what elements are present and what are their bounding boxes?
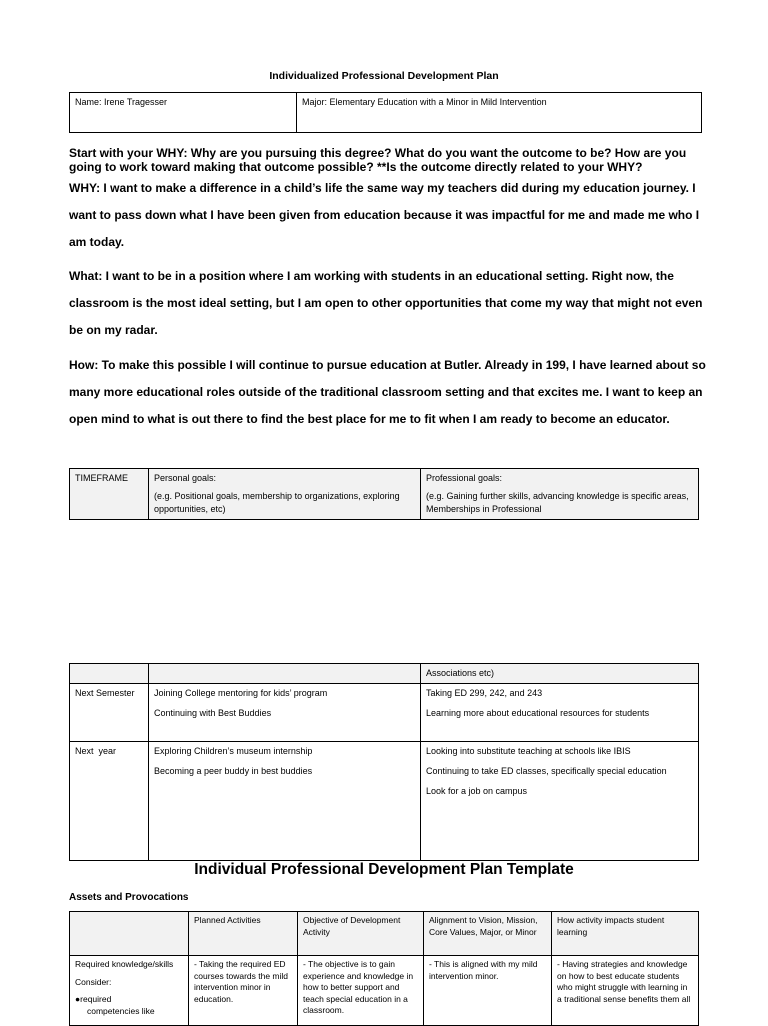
required-knowledge-label: Required knowledge/skills [75,959,174,969]
list-item: Becoming a peer buddy in best buddies [154,766,313,776]
goals-cont-blank-2 [149,664,421,684]
required-bullet: ●required [75,994,112,1004]
header-planned-activities: Planned Activities [189,912,298,956]
alignment-cell: - This is aligned with my mild intervention minor. [424,956,552,1026]
assets-heading: Assets and Provocations [69,892,189,903]
goals-header-table [69,468,699,520]
personal-next-semester [149,684,421,742]
required-knowledge-cell [70,956,189,1026]
goals-table [69,663,699,861]
list-item: Continuing with Best Buddies [154,708,272,718]
list-item: Learning more about educational resources for students [426,708,650,718]
document-title: Individualized Professional Development Plan [269,70,499,82]
timeframe-next-year: Next year [70,742,149,861]
assets-table [69,911,699,1026]
required-bullet-cont: competencies like [87,1005,155,1016]
planned-activities-cell: - Taking the required ED courses towards the mild intervention minor in education. [189,956,298,1026]
impact-cell: - Having strategies and knowledge on how to best educate students who might struggle with learning in a traditional sense benefits them all [552,956,699,1026]
list-item: Exploring Children’s museum internship [154,746,313,756]
professional-goals-example: (e.g. Gaining further skills, advancing knowledge is specific areas, Memberships in Professional [426,491,689,514]
timeframe-header: TIMEFRAME [70,469,149,520]
timeframe-next-semester: Next Semester [70,684,149,742]
personal-next-year [149,742,421,861]
professional-goals-title: Professional goals: [426,473,503,483]
why-paragraph: WHY: I want to make a difference in a child’s life the same way my teachers did during my education journey. I want to pass down what I have been given from education because it was impactful for me and made me who I am today. [69,181,700,249]
template-title: Individual Professional Development Plan Template [194,861,574,878]
list-item: Continuing to take ED classes, specifically special education [426,766,667,776]
why-question: Start with your WHY: Why are you pursuing this degree? What do you want the outcome to be? How are you going to work toward making that outcome possible? **Is the outcome directly related to your WHY? [69,146,687,174]
list-item: Look for a job on campus [426,786,528,796]
header-objective: Objective of Development Activity [298,912,424,956]
professional-next-semester [421,684,699,742]
assets-header-blank [70,912,189,956]
professional-next-year [421,742,699,861]
header-alignment: Alignment to Vision, Mission, Core Values, Major, or Minor [424,912,552,956]
list-item: Taking ED 299, 242, and 243 [426,688,543,698]
list-item: Joining College mentoring for kids’ program [154,688,328,698]
professional-goals-header [421,469,699,520]
name-major-table [69,92,702,133]
how-paragraph: How: To make this possible I will continue to pursue education at Butler. Already in 199, I have learned about so many more educational roles outside of the traditional classroom setting and that excites me. I want to keep an open mind to what is out there to find the best place for me to fit when I am ready to become an educator. [69,358,706,426]
list-item: Looking into substitute teaching at schools like IBIS [426,746,631,756]
goals-cont-blank-1 [70,664,149,684]
consider-label: Consider: [75,976,112,987]
what-paragraph: What: I want to be in a position where I am working with students in an educational setting. Right now, the classroom is the most ideal setting, but I am open to other opportunities that come my way that might not even be on my radar. [69,269,703,337]
header-impact: How activity impacts student learning [552,912,699,956]
goals-cont-professional: Associations etc) [421,664,699,684]
name-cell: Name: Irene Tragesser [70,93,297,133]
personal-goals-example: (e.g. Positional goals, membership to organizations, exploring opportunities, etc) [154,491,400,514]
major-cell: Major: Elementary Education with a Minor in Mild Intervention [297,93,702,133]
personal-goals-title: Personal goals: [154,473,217,483]
objective-cell: - The objective is to gain experience and knowledge in how to better support and teach special education in a classroom. [298,956,424,1026]
personal-goals-header [149,469,421,520]
